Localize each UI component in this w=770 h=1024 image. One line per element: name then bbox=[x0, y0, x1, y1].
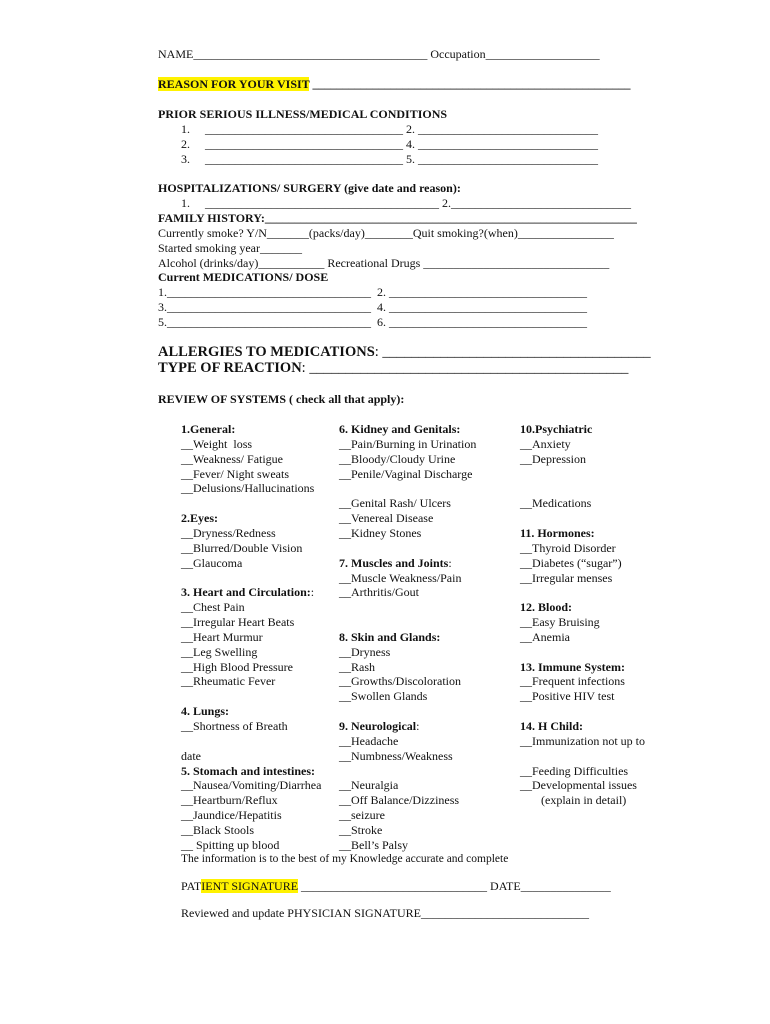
review-checkbox-item[interactable] bbox=[520, 615, 600, 629]
review-item-label: __Bloody/Cloudy Urine bbox=[339, 452, 456, 466]
review-item-label: __Medications bbox=[520, 496, 592, 510]
review-checkbox-item[interactable] bbox=[520, 734, 645, 748]
review-item-label: 9. Neurological bbox=[339, 719, 417, 733]
review-item-label: 8. Skin and Glands: bbox=[339, 630, 441, 644]
review-checkbox-item[interactable] bbox=[181, 452, 283, 466]
review-item-label: __Positive HIV test bbox=[520, 689, 615, 703]
review-checkbox-item[interactable] bbox=[339, 734, 398, 748]
review-item-label: __Headache bbox=[339, 734, 399, 748]
review-checkbox-item[interactable] bbox=[339, 467, 472, 481]
review-item-label: __Stroke bbox=[339, 823, 383, 837]
review-checkbox-item[interactable] bbox=[181, 660, 293, 674]
review-text bbox=[520, 793, 626, 807]
reaction-label: TYPE OF REACTION bbox=[158, 360, 302, 376]
review-item-label: __Shortness of Breath bbox=[181, 719, 288, 733]
review-checkbox-item[interactable] bbox=[181, 526, 276, 540]
review-section-heading bbox=[181, 764, 315, 778]
review-item-label: 3. Heart and Circulation: bbox=[181, 585, 311, 599]
review-item-label: 12. Blood: bbox=[520, 600, 573, 614]
name-occupation-line[interactable]: NAME_______________________________________ Occupation___________________ bbox=[158, 47, 600, 61]
review-checkbox-item[interactable] bbox=[181, 600, 245, 614]
reason-blank[interactable]: _____________________________________________________ bbox=[309, 77, 631, 91]
review-checkbox-item[interactable] bbox=[520, 689, 614, 703]
review-item-label: 2.Eyes: bbox=[181, 511, 218, 525]
review-checkbox-item[interactable] bbox=[520, 541, 616, 555]
review-checkbox-item[interactable] bbox=[339, 689, 427, 703]
review-item-label: __Neuralgia bbox=[339, 778, 399, 792]
review-section-heading bbox=[520, 719, 583, 733]
medications-row[interactable]: 5.__________________________________ 6. _________________________________ bbox=[158, 315, 587, 329]
review-checkbox-item[interactable] bbox=[520, 437, 571, 451]
review-checkbox-item[interactable] bbox=[339, 674, 461, 688]
review-item-label: (explain in detail) bbox=[520, 793, 627, 807]
review-item-label: __Easy Bruising bbox=[520, 615, 600, 629]
smoking-current-line[interactable]: Currently smoke? Y/N_______(packs/day)________Quit smoking?(when)________________ bbox=[158, 226, 614, 240]
review-item-label: __Developmental issues bbox=[520, 778, 637, 792]
review-item-label: __ Spitting up blood bbox=[181, 838, 280, 852]
review-item-label: __Weakness/ Fatigue bbox=[181, 452, 284, 466]
review-item-label: __Penile/Vaginal Discharge bbox=[339, 467, 473, 481]
review-checkbox-item[interactable] bbox=[181, 808, 282, 822]
review-text bbox=[181, 749, 201, 763]
review-item-label: __Pain/Burning in Urination bbox=[339, 437, 477, 451]
review-heading: REVIEW OF SYSTEMS ( check all that apply): bbox=[158, 392, 405, 406]
review-checkbox-item[interactable] bbox=[181, 674, 275, 688]
allergies-line[interactable] bbox=[158, 344, 651, 360]
review-section-heading bbox=[181, 585, 314, 599]
medications-heading: Current MEDICATIONS/ DOSE bbox=[158, 270, 329, 284]
review-checkbox-item[interactable] bbox=[181, 630, 263, 644]
review-section-heading bbox=[181, 511, 218, 525]
review-item-label: 6. Kidney and Genitals: bbox=[339, 422, 461, 436]
review-section-heading bbox=[339, 719, 419, 733]
review-item-label: 7. Muscles and Joints bbox=[339, 556, 449, 570]
review-item-label: __Kidney Stones bbox=[339, 526, 422, 540]
review-checkbox-item[interactable] bbox=[339, 660, 375, 674]
review-checkbox-item[interactable] bbox=[520, 556, 622, 570]
patient-signature-blank[interactable]: _______________________________ DATE_______________ bbox=[298, 879, 611, 893]
review-item-label: __Jaundice/Hepatitis bbox=[181, 808, 282, 822]
alcohol-drugs-line[interactable]: Alcohol (drinks/day)___________ Recreational Drugs _______________________________ bbox=[158, 256, 610, 270]
review-checkbox-item[interactable] bbox=[520, 778, 637, 792]
review-checkbox-item[interactable] bbox=[339, 645, 390, 659]
review-checkbox-item[interactable] bbox=[181, 467, 289, 481]
review-item-label: __Immunization not up to bbox=[520, 734, 645, 748]
review-item-label: __Muscle Weakness/Pain bbox=[339, 571, 462, 585]
review-item-label: 1.General: bbox=[181, 422, 236, 436]
medications-row[interactable]: 3.__________________________________ 4. _________________________________ bbox=[158, 300, 587, 314]
review-item-label: __Genital Rash/ Ulcers bbox=[339, 496, 451, 510]
review-checkbox-item[interactable] bbox=[181, 838, 279, 852]
review-item-label: __Irregular menses bbox=[520, 571, 613, 585]
medications-row[interactable]: 1.__________________________________ 2. _________________________________ bbox=[158, 285, 587, 299]
review-item-label: __Numbness/Weakness bbox=[339, 749, 453, 763]
review-section-heading bbox=[520, 526, 595, 540]
review-checkbox-item[interactable] bbox=[339, 793, 459, 807]
review-item-label: 13. Immune System: bbox=[520, 660, 625, 674]
review-checkbox-item[interactable] bbox=[339, 823, 382, 837]
family-history-line[interactable]: FAMILY HISTORY:______________________________________________________________ bbox=[158, 211, 637, 225]
patient-signature-line[interactable] bbox=[181, 879, 611, 893]
review-checkbox-item[interactable] bbox=[339, 526, 421, 540]
smoking-started-line[interactable]: Started smoking year_______ bbox=[158, 241, 302, 255]
review-heading-colon: : bbox=[310, 585, 315, 599]
review-item-label: __Black Stools bbox=[181, 823, 255, 837]
review-checkbox-item[interactable] bbox=[181, 541, 302, 555]
hospitalizations-heading: HOSPITALIZATIONS/ SURGERY (give date and reason): bbox=[158, 181, 461, 195]
review-item-label: 10.Psychiatric bbox=[520, 422, 593, 436]
review-item-label: __Thyroid Disorder bbox=[520, 541, 616, 555]
review-checkbox-item[interactable] bbox=[181, 556, 242, 570]
review-checkbox-item[interactable] bbox=[181, 615, 294, 629]
review-item-label: __Rash bbox=[339, 660, 375, 674]
review-item-label: 4. Lungs: bbox=[181, 704, 230, 718]
review-item-label: __Heartburn/Reflux bbox=[181, 793, 278, 807]
review-checkbox-item[interactable] bbox=[520, 674, 625, 688]
review-item-label: __High Blood Pressure bbox=[181, 660, 293, 674]
review-checkbox-item[interactable] bbox=[181, 793, 278, 807]
review-item-label: __Heart Murmur bbox=[181, 630, 263, 644]
patient-signature-label-highlight: IENT SIGNATURE bbox=[201, 879, 299, 893]
review-item-label: __Arthritis/Gout bbox=[339, 585, 419, 599]
review-checkbox-item[interactable] bbox=[339, 808, 385, 822]
review-section-heading bbox=[181, 422, 235, 436]
review-checkbox-item[interactable] bbox=[181, 778, 321, 792]
review-item-label: __Fever/ Night sweats bbox=[181, 467, 289, 481]
review-item-label: __seizure bbox=[339, 808, 385, 822]
review-item-label: __Venereal Disease bbox=[339, 511, 434, 525]
review-section-heading bbox=[181, 704, 229, 718]
review-item-label: __Off Balance/Dizziness bbox=[339, 793, 460, 807]
review-item-label: __Swollen Glands bbox=[339, 689, 428, 703]
reason-label: REASON FOR YOUR VISIT bbox=[158, 77, 310, 91]
prior-illness-heading: PRIOR SERIOUS ILLNESS/MEDICAL CONDITIONS bbox=[158, 107, 448, 121]
review-section-heading bbox=[339, 630, 440, 644]
review-item-label: __Growths/Discoloration bbox=[339, 674, 461, 688]
review-checkbox-item[interactable] bbox=[520, 571, 612, 585]
prior-illness-row[interactable]: 3. _________________________________ 5. ______________________________ bbox=[181, 152, 598, 166]
review-item-label: __Feeding Difficulties bbox=[520, 764, 629, 778]
review-item-label: __Weight loss bbox=[181, 437, 253, 451]
prior-illness-row[interactable]: 1. _________________________________ 2. ______________________________ bbox=[181, 122, 598, 136]
review-item-label: __Chest Pain bbox=[181, 600, 245, 614]
review-item-label: __Depression bbox=[520, 452, 586, 466]
reason-for-visit-line[interactable] bbox=[158, 77, 630, 91]
review-item-label: __Leg Swelling bbox=[181, 645, 258, 659]
reaction-line[interactable] bbox=[158, 360, 628, 376]
review-heading-colon: : bbox=[416, 719, 420, 733]
review-checkbox-item[interactable] bbox=[339, 452, 455, 466]
review-checkbox-item[interactable] bbox=[520, 496, 591, 510]
review-item-label: __Glaucoma bbox=[181, 556, 243, 570]
accuracy-statement: The information is to the best of my Knowledge accurate and complete bbox=[181, 853, 509, 865]
review-section-heading bbox=[520, 422, 592, 436]
review-item-label: date bbox=[181, 749, 201, 763]
review-item-label: __Delusions/Hallucinations bbox=[181, 481, 315, 495]
review-item-label: __Dryness bbox=[339, 645, 391, 659]
review-heading-colon: : bbox=[448, 556, 452, 570]
review-item-label: __Nausea/Vomiting/Diarrhea bbox=[181, 778, 322, 792]
review-checkbox-item[interactable] bbox=[339, 749, 453, 763]
allergies-blank[interactable]: : _____________________________________ bbox=[374, 344, 651, 360]
review-checkbox-item[interactable] bbox=[339, 511, 433, 525]
review-checkbox-item[interactable] bbox=[339, 571, 461, 585]
review-item-label: __Anemia bbox=[520, 630, 570, 644]
review-checkbox-item[interactable] bbox=[339, 585, 419, 599]
review-checkbox-item[interactable] bbox=[520, 452, 586, 466]
prior-illness-row[interactable]: 2. _________________________________ 4. ______________________________ bbox=[181, 137, 598, 151]
reaction-blank[interactable]: : ____________________________________________ bbox=[301, 360, 629, 376]
review-item-label: __Irregular Heart Beats bbox=[181, 615, 295, 629]
review-section-heading bbox=[520, 660, 625, 674]
review-section-heading bbox=[339, 556, 452, 570]
review-checkbox-item[interactable] bbox=[520, 630, 570, 644]
review-checkbox-item[interactable] bbox=[181, 823, 254, 837]
review-item-label: __Anxiety bbox=[520, 437, 571, 451]
review-item-label: 14. H Child: bbox=[520, 719, 584, 733]
review-checkbox-item[interactable] bbox=[339, 838, 408, 852]
review-checkbox-item[interactable] bbox=[339, 437, 476, 451]
allergies-label: ALLERGIES TO MEDICATIONS bbox=[158, 344, 375, 360]
review-item-label: __Diabetes (“sugar”) bbox=[520, 556, 622, 570]
review-item-label: 5. Stomach and intestines: bbox=[181, 764, 316, 778]
review-section-heading bbox=[520, 600, 572, 614]
review-item-label: __Dryness/Redness bbox=[181, 526, 276, 540]
review-checkbox-item[interactable] bbox=[181, 645, 257, 659]
review-checkbox-item[interactable] bbox=[181, 481, 314, 495]
hospitalizations-row[interactable]: 1. _______________________________________ 2.______________________________ bbox=[181, 196, 631, 210]
review-item-label: __Blurred/Double Vision bbox=[181, 541, 303, 555]
review-checkbox-item[interactable] bbox=[181, 719, 288, 733]
review-checkbox-item[interactable] bbox=[520, 764, 628, 778]
patient-signature-label-start: PAT bbox=[181, 879, 202, 893]
review-checkbox-item[interactable] bbox=[339, 778, 398, 792]
physician-signature-line[interactable]: Reviewed and update PHYSICIAN SIGNATURE____________________________ bbox=[181, 906, 589, 920]
review-checkbox-item[interactable] bbox=[339, 496, 451, 510]
review-item-label: __Rheumatic Fever bbox=[181, 674, 276, 688]
review-checkbox-item[interactable] bbox=[181, 437, 252, 451]
review-item-label: 11. Hormones: bbox=[520, 526, 595, 540]
review-item-label: __Frequent infections bbox=[520, 674, 625, 688]
review-item-label: __Bell’s Palsy bbox=[339, 838, 409, 852]
review-section-heading bbox=[339, 422, 460, 436]
